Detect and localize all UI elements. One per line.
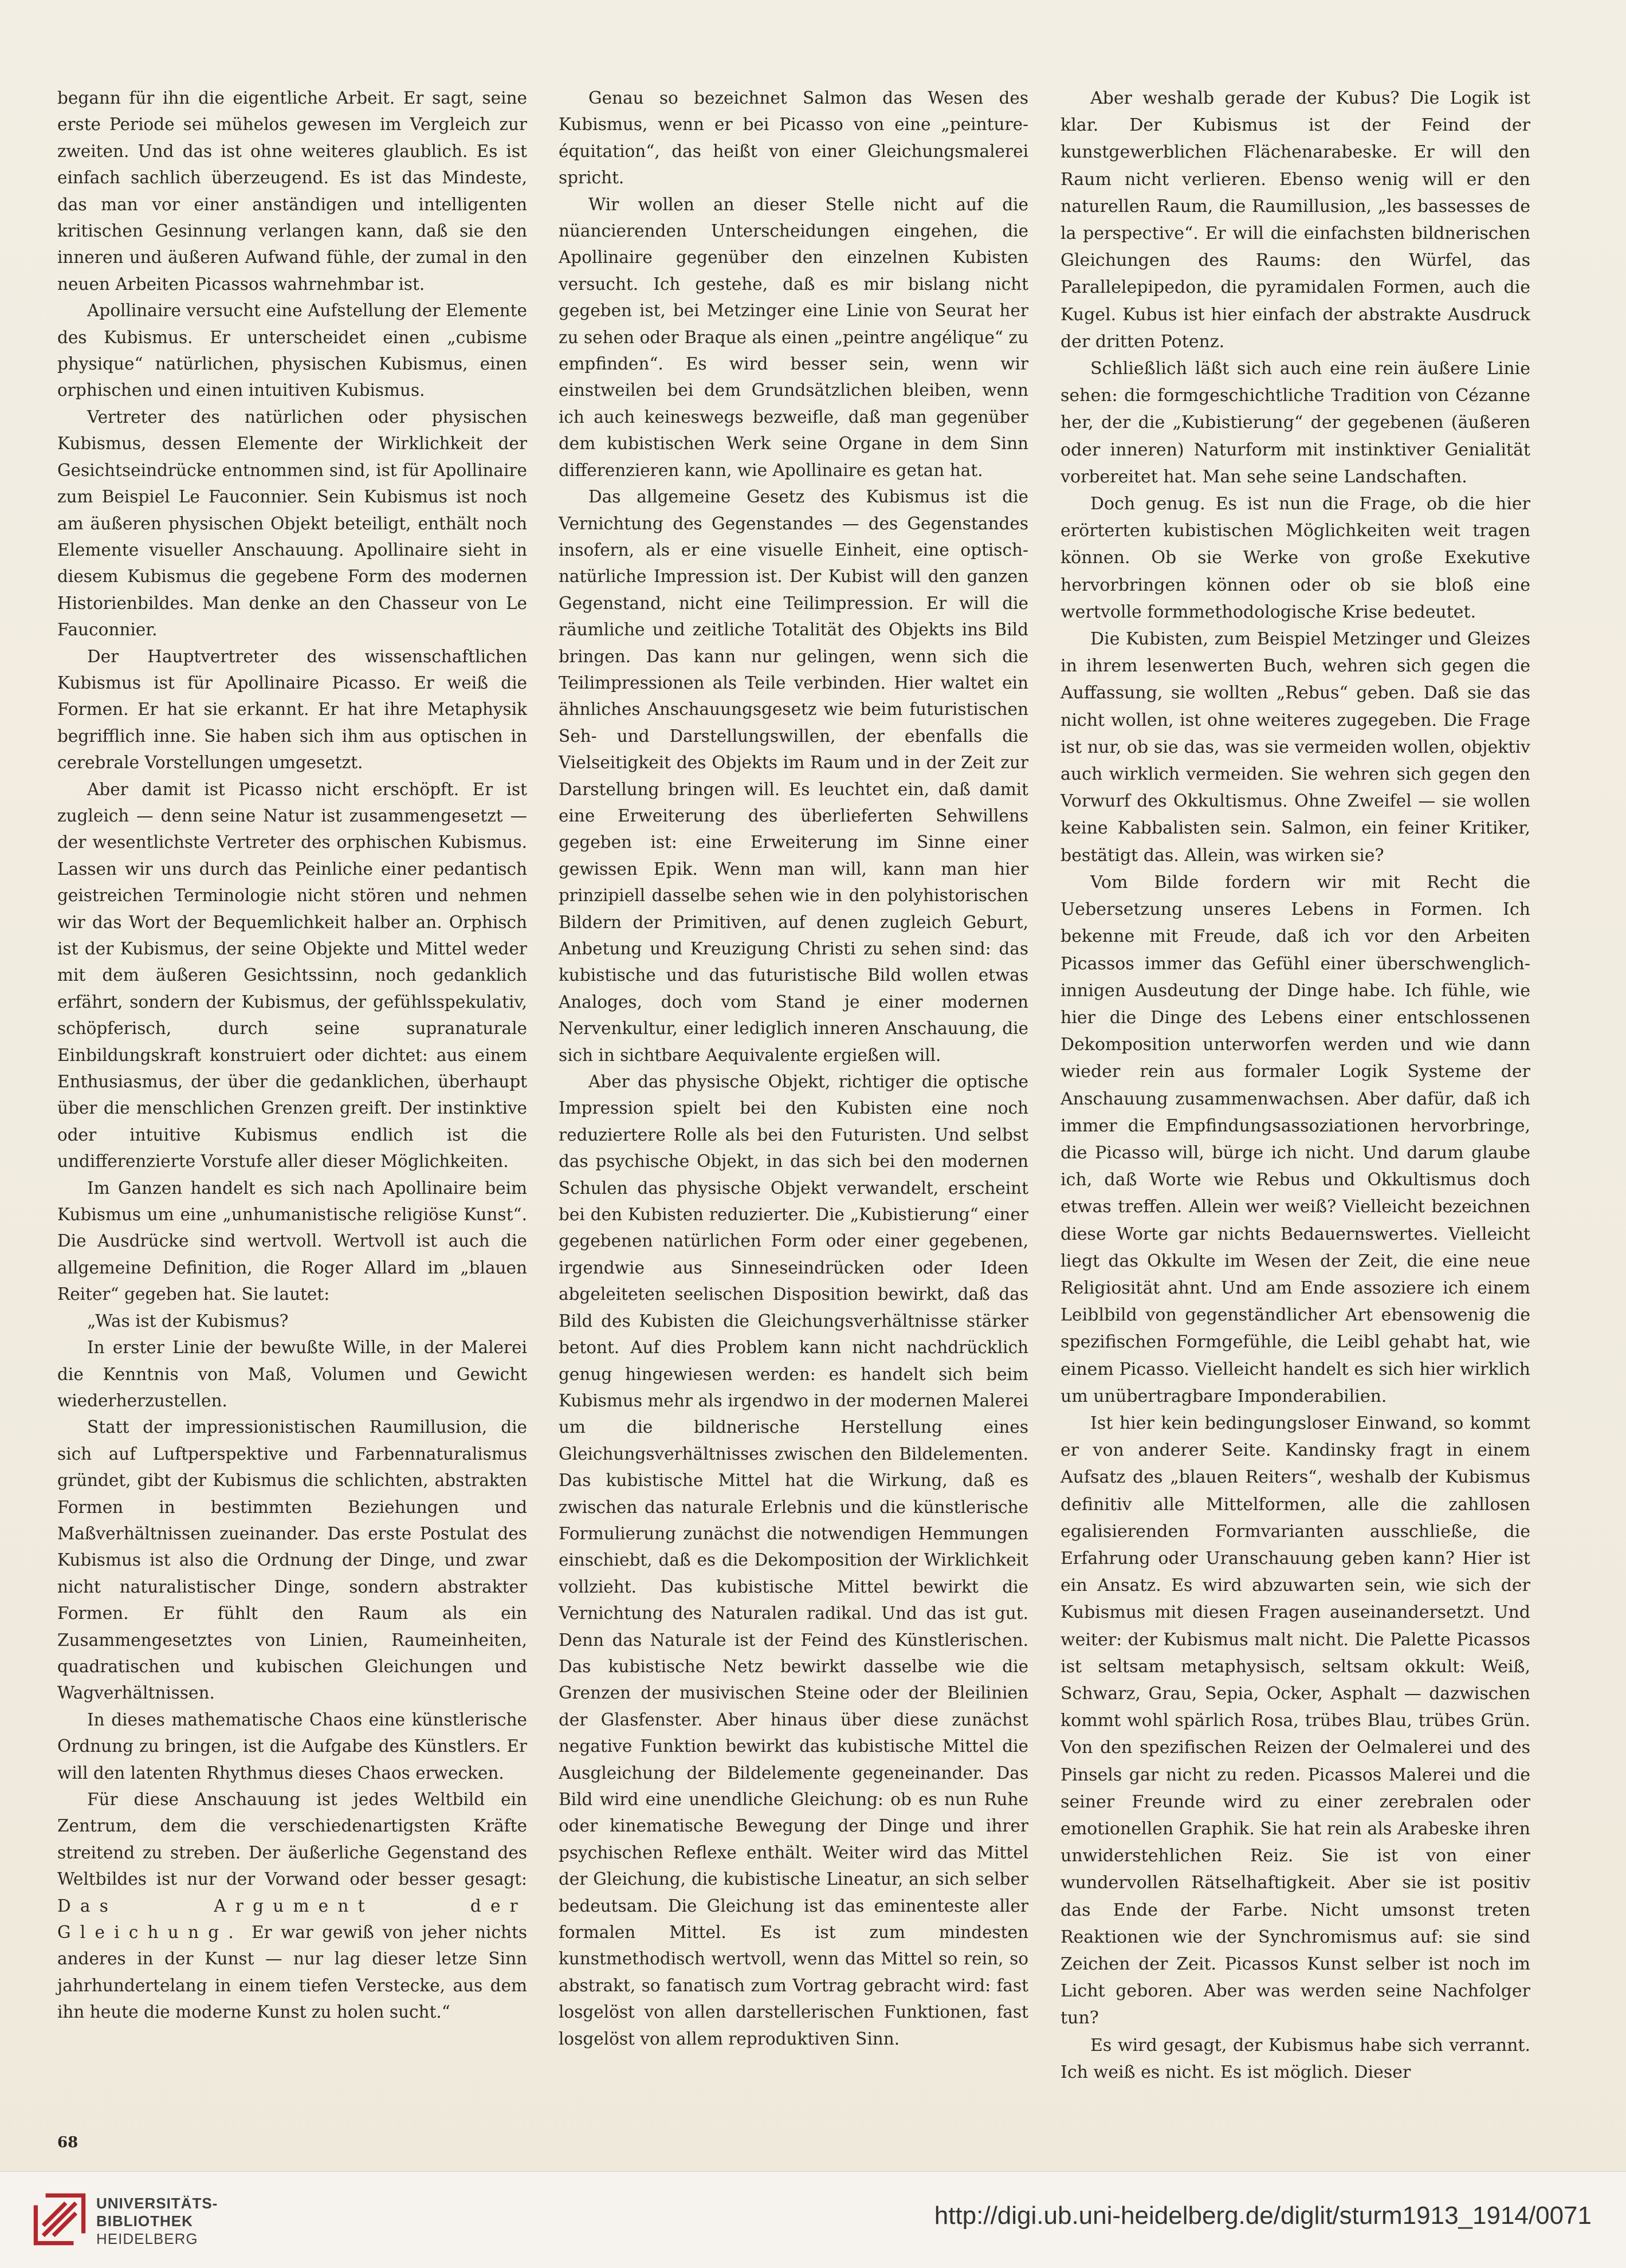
paragraph-part: Für diese Anschauung ist jedes Weltbild ein Zentrum, dem die verschiedenartigsten Kräfte streitend zu streben. Der äußerliche Gegenstand des Weltbildes ist nur der Vorwand oder besser gesagt: — [57, 1790, 527, 1889]
quote-heading: „Was ist der Kubismus? — [87, 1311, 289, 1331]
library-name — [96, 2195, 218, 2248]
text-column-1 — [57, 85, 527, 2026]
library-name-line: BIBLIOTHEK — [96, 2212, 193, 2230]
paragraph: Wir wollen an dieser Stelle nicht auf die nüancierenden Unterscheidungen eingehen, die Apollinaire gegenüber den einzelnen Kubisten versucht. Ich gestehe, daß es mir bislang nicht gegeben ist, bei Metzinger eine Linie von Seurat her zu sehen oder Braque als einen „peintre angélique“ zu empfinden“. Es wird besser sein, wenn wir einstweilen bei dem Grundsätzlichen bleiben, wenn ich auch keineswegs bezweifle, daß man gegenüber dem kubistischen Werk seine Organe in dem Sinn differenzieren kann, wie Apollinaire es getan hat. — [559, 194, 1028, 480]
paragraph: Aber damit ist Picasso nicht erschöpft. Er ist zugleich — denn seine Natur ist zusammengesetzt — der wesentlichste Vertreter des orphischen Kubismus. Lassen wir uns durch das Peinliche einer pedantisch geistreichen Terminologie nicht stören und nehmen wir das Wort der Bequemlichkeit halber an. Orphisch ist der Kubismus, der seine Objekte und Mittel weder mit dem äußeren Gesichtssinn, noch gedanklich erfährt, sondern der Kubismus, der gefühlsspekulativ, schöpferisch, durch seine supranaturale Einbildungskraft konstruiert oder dichtet: aus einem Enthusiasmus, der über die gedanklichen, überhaupt über die menschlichen Grenzen greift. Der instinktive oder intuitive Kubismus endlich ist die undifferenzierte Vorstufe aller dieser Möglichkeiten. — [57, 779, 527, 1172]
paragraph: Statt der impressionistischen Raumillusion, die sich auf Luftperspektive und Farbennaturalismus gründet, gibt der Kubismus die schlichten, abstrakten Formen in bestimmten Beziehungen und Maßverhältnissen zueinander. Das erste Postulat des Kubismus ist also die Ordnung der Dinge, und zwar nicht naturalistischer Dinge, sondern abstrakter Formen. Er fühlt den Raum als ein Zusammengesetztes von Linien, Raumeinheiten, quadratischen und kubischen Gleichungen und Wagverhältnissen. — [57, 1417, 527, 1703]
source-url-link[interactable]: http://digi.ub.uni-heidelberg.de/diglit/sturm1913_1914/0071 — [934, 2202, 1592, 2230]
paragraph: Die Kubisten, zum Beispiel Metzinger und Gleizes in ihrem lesenwerten Buch, wehren sich gegen die Auffassung, sie wollten „Rebus“ geben. Daß sie das nicht wollen, ist ohne weiteres zugegeben. Die Frage ist nur, ob sie das, was sie vermeiden wollen, objektiv auch wirklich vermeiden. Sie wehren sich gegen den Vorwurf des Okkultismus. Ohne Zweifel — sie wollen keine Kabbalisten sein. Salmon, ein feiner Kritiker, bestätigt das. Allein, was wirken sie? — [1061, 629, 1530, 866]
paragraph: Im Ganzen handelt es sich nach Apollinaire beim Kubismus um eine „unhumanistische religiöse Kunst“. Die Ausdrücke sind wertvoll. Wertvoll ist auch die allgemeine Definition, die Roger Allard im „blauen Reiter“ gegeben hat. Sie lautet: — [57, 1178, 527, 1304]
library-name-line: UNIVERSITÄTS- — [96, 2195, 218, 2212]
text-column-2 — [559, 85, 1028, 2052]
library-name-line: HEIDELBERG — [96, 2230, 198, 2247]
page-number: 68 — [57, 2134, 78, 2151]
paragraph: Vertreter des natürlichen oder physischen Kubismus, dessen Elemente der Wirklichkeit der Gesichtseindrücke entnommen sind, ist für Apollinaire zum Beispiel Le Fauconnier. Sein Kubismus ist noch am äußeren physischen Objekt beteiligt, enthält noch Elemente visueller Anschauung. Apollinaire sieht in diesem Kubismus die gegebene Form des modernen Historienbildes. Man denke an den Chasseur von Le Fauconnier. — [57, 407, 527, 640]
paragraph: Genau so bezeichnet Salmon das Wesen des Kubismus, wenn er bei Picasso von eine „peinture-équitation“, das heißt von einer Gleichungsmalerei spricht. — [559, 88, 1028, 188]
paragraph: Apollinaire versucht eine Aufstellung der Elemente des Kubismus. Er unterscheidet einen „cubisme physique“ natürlichen, physischen Kubismus, einen orphischen und einen intuitiven Kubismus. — [57, 301, 527, 400]
paragraph: Aber weshalb gerade der Kubus? Die Logik ist klar. Der Kubismus ist der Feind der kunstgewerblichen Flächenarabeske. Er will den Raum nicht verlieren. Ebenso wenig will er den naturellen Raum, die Raumillusion, „les bassesses de la perspective“. Er will die einfachsten bildnerischen Gleichungen des Raums: den Würfel, das Parallelepipedon, die pyramidalen Formen, auch die Kugel. Kubus ist hier einfach der abstrakte Ausdruck der dritten Potenz. — [1061, 88, 1530, 352]
paragraph: In dieses mathematische Chaos eine künstlerische Ordnung zu bringen, ist die Aufgabe des Künstlers. Er will den latenten Rhythmus dieses Chaos erwecken. — [57, 1709, 527, 1783]
paragraph-part: Er war gewiß von jeher nichts anderes in der Kunst — nur lag dieser letze Sinn jahrhundertelang in einem tiefen Verstecke, aus dem ihn heute die moderne Kunst zu holen sucht.“ — [57, 1923, 527, 2022]
paragraph: In erster Linie der bewußte Wille, in der Malerei die Kenntnis von Maß, Volumen und Gewicht wiederherzustellen. — [57, 1338, 527, 1410]
spaced-emphasis: Das Argument der Gleichung. — [57, 1896, 527, 1943]
paragraph: Schließlich läßt sich auch eine rein äußere Linie sehen: die formgeschichtliche Tradition von Cézanne her, der die „Kubistierung“ der gegebenen (äußeren oder inneren) Naturform mit instinktiver Genialität vorbereitet hat. Man sehe seine Landschaften. — [1061, 359, 1530, 487]
university-library-logo-icon — [30, 2190, 89, 2249]
paragraph: Es wird gesagt, der Kubismus habe sich verrannt. Ich weiß es nicht. Es ist möglich. Dieser — [1061, 2035, 1530, 2082]
paragraph: Aber das physische Objekt, richtiger die optische Impression spielt bei den Kubisten eine noch reduziertere Rolle als bei den Futuristen. Und selbst das psychische Objekt, in das sich bei den modernen Schulen das physische Objekt verwandelt, erscheint bei den Kubisten reduzierter. Die „Kubistierung“ einer gegebenen natürlichen Form oder einer gegebenen, irgendwie aus Sinneseindrücken oder Ideen abgeleiteten seelischen Disposition bewirkt, daß das Bild des Kubisten die Gleichungsverhältnisse stärker betont. Auf dies Problem kann nicht nachdrücklich genug hingewiesen werden: es handelt sich beim Kubismus mehr als irgendwo in der modernen Malerei um die bildnerische Herstellung eines Gleichungsverhältnisses zwischen den Bildelementen. Das kubistische Mittel hat die Wirkung, daß es zwischen das naturale Erlebnis und die künstlerische Formulierung zunächst die notwendigen Hemmungen einschiebt, daß es die Dekomposition der Wirklichkeit vollzieht. Das kubistische Mittel bewirkt die Vernichtung des Naturalen radikal. Und das ist gut. Denn das Naturale ist der Feind des Künstlerischen. Das kubistische Netz bewirkt dasselbe wie die Grenzen der musivischen Steine oder der Bleilinien der Glasfenster. Aber hinaus über diese zunächst negative Funktion bewirkt das kubistische Mittel die Ausgleichung der Bildelemente gegeneinander. Das Bild wird eine unendliche Gleichung: ob es nun Ruhe oder kinematische Bewegung der Dinge und ihrer psychischen Reflexe enthält. Weiter wird das Mittel der Gleichung, die kubistische Lineatur, an sich selber bedeutsam. Die Gleichung ist das eminenteste aller formalen Mittel. Es ist zum mindesten kunstmethodisch wertvoll, wenn das Mittel so rein, so abstrakt, so fanatisch zum Vortrag gebracht wird: fast losgelöst von allen darstellerischen Funktionen, fast losgelöst von allem reproduktiven Sinn. — [559, 1072, 1028, 2049]
text-column-3 — [1061, 85, 1530, 2086]
paragraph: Doch genug. Es ist nun die Frage, ob die hier erörterten kubistischen Möglichkeiten weit tragen können. Ob sie Werke von große Exekutive hervorbringen können oder ob sie bloß eine wertvolle formmethodologische Krise bedeutet. — [1061, 494, 1530, 622]
paragraph: Vom Bilde fordern wir mit Recht die Uebersetzung unseres Lebens in Formen. Ich bekenne mit Freude, daß ich vor den Arbeiten Picassos immer das Gefühl einer überschwenglich-innigen Ausdeutung der Dinge habe. Ich fühle, wie hier die Dinge des Lebens einer entschlossenen Dekomposition unterworfen werden und wie dann wieder rein aus formaler Logik Systeme der Anschauung zusammenwachsen. Aber dafür, daß ich immer die Empfindungsassoziationen hervorbringe, die Picasso will, bürge ich nicht. Und darum glaube ich, daß Worte wie Rebus und Okkultismus doch etwas treffen. Allein wer weiß? Vielleicht bezeichnen diese Worte gar nichts Bedauernswertes. Vielleicht liegt das Okkulte im Wesen der Zeit, die eine neue Religiosität ahnt. Und am Ende assoziere ich einem Leiblbild von gegenständlicher Art ebensowenig die spezifischen Formgefühle, die Leibl gehabt hat, wie einem Picasso. Vielleicht handelt es sich hier wirklich um unübertragbare Imponderabilien. — [1061, 872, 1530, 1406]
paragraph: Ist hier kein bedingungsloser Einwand, so kommt er von anderer Seite. Kandinsky fragt in einem Aufsatz des „blauen Reiters“, weshalb der Kubismus definitiv alle Mittelformen, alle die zahllosen egalisierenden Formvarianten ausschließe, die Erfahrung oder Uranschauung geben kann? Hier ist ein Ansatz. Es wird abzuwarten sein, wie sich der Kubismus mit diesen Fragen auseinandersetzt. Und weiter: der Kubismus malt nicht. Die Palette Picassos ist seltsam metaphysisch, seltsam okkult: Weiß, Schwarz, Grau, Sepia, Ocker, Asphalt — dazwischen kommt wohl spärlich Rosa, trübes Blau, trübes Grün. Von den spezifischen Reizen der Oelmalerei und des Pinsels gar nicht zu reden. Picassos Malerei und die seiner Freunde wird zu einer zerebralen oder emotionellen Graphik. Sie hat rein als Arabeske ihren unwiderstehlichen Reiz. Sie ist von einer wundervollen Rätselhaftigkeit. Aber sie ist positiv das Ende der Farbe. Nicht umsonst treten Reaktionen wie der Synchromismus auf: sie sind Zeichen der Zeit. Picassos Kunst selber ist noch im Licht geboren. Aber was werden seine Nachfolger tun? — [1061, 1413, 1530, 2029]
paragraph: Das allgemeine Gesetz des Kubismus ist die Vernichtung des Gegenstandes — des Gegenstandes insofern, als er eine visuelle Einheit, eine optisch-natürliche Impression ist. Der Kubist will den ganzen Gegenstand, nicht eine Teilimpression. Er will die räumliche und zeitliche Totalität des Objekts ins Bild bringen. Das kann nur gelingen, wenn sich die Teilimpressionen als Teile verbinden. Hier waltet ein ähnliches Anschauungsgesetz wie beim futuristischen Seh- und Darstellungswillen, der ebenfalls die Vielseitigkeit des Objekts im Raum und in der Zeit zur Darstellung bringen will. Es leuchtet ein, daß damit eine Erweiterung des überlieferten Sehwillens gegeben ist: eine Erweiterung im Sinne einer gewissen Epik. Wenn man will, kann man hier prinzipiell dasselbe sehen wie in den polyhistorischen Bildern der Primitiven, auf denen zugleich Geburt, Anbetung und Kreuzigung Christi zu sehen sind: das kubistische und das futuristische Bild wollen etwas Analoges, doch vom Stand je einer modernen Nervenkultur, einer lediglich inneren Anschauung, die sich in sichtbare Aequivalente ergießen will. — [559, 487, 1028, 1065]
paragraph — [57, 1786, 527, 2026]
paragraph: begann für ihn die eigentliche Arbeit. Er sagt, seine erste Periode sei mühelos gewesen im Vergleich zur zweiten. Und das ist ohne weiteres glaublich. Es ist einfach sachlich überzeugend. Es ist das Mindeste, das man vor einer anständigen und intelligenten kritischen Gesinnung verlangen kann, daß sie den inneren und äußeren Aufwand fühle, der zumal in den neuen Arbeiten Picassos wahrnehmbar ist. — [57, 88, 527, 294]
paragraph: Der Hauptvertreter des wissenschaftlichen Kubismus ist für Apollinaire Picasso. Er weiß die Formen. Er hat sie erkannt. Er hat ihre Metaphysik begrifflich inne. Sie haben sich ihm aus optischen in cerebrale Vorstellungen umgesetzt. — [57, 646, 527, 773]
